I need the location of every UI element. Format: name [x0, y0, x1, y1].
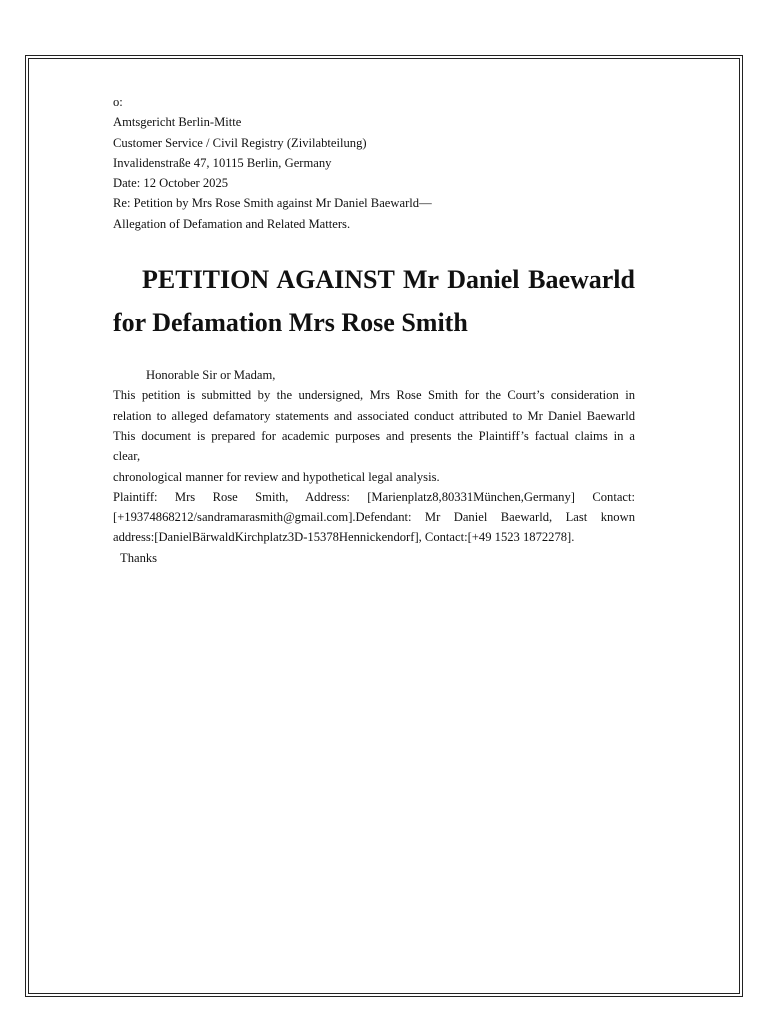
document-body: [113, 92, 635, 568]
court-address: Invalidenstraße 47, 10115 Berlin, Germany: [113, 155, 332, 170]
party-details-line: Plaintiff: Mrs Rose Smith, Address: [Marienplatz8,80331München,Germany] Contact:: [113, 489, 635, 504]
paragraph-line: chronological manner for review and hypothetical legal analysis.: [113, 469, 440, 484]
title-line-1: PETITION AGAINST Mr Daniel: [142, 265, 520, 295]
paragraph-line: This petition is submitted by the undersigned, Mrs Rose Smith for the Court’s consideration in: [113, 388, 635, 403]
party-details-line: address:[DanielBärwaldKirchplatz3D-15378Hennickendorf], Contact:[+49 1523 1872278].: [113, 530, 575, 545]
title-line-2: Baewarld for Defamation Mrs Rose Smith: [113, 265, 635, 338]
letter-body: [113, 365, 635, 568]
salutation: Honorable Sir or Madam,: [146, 368, 276, 383]
subject-line: Re: Petition by Mrs Rose Smith against Mr Daniel Baewarld—: [113, 196, 432, 211]
document-title: [113, 258, 635, 344]
subject-line-continued: Allegation of Defamation and Related Matters.: [113, 216, 351, 231]
paragraph-line: clear,: [113, 449, 141, 464]
address-block: [113, 92, 635, 234]
date-line: Date: 12 October 2025: [113, 176, 229, 191]
paragraph-line: This document is prepared for academic purposes and presents the Plaintiff’s factual claims in a: [113, 428, 635, 443]
closing: Thanks: [120, 550, 158, 565]
party-details-line: [+19374868212/sandramarasmith@gmail.com].Defendant: Mr Daniel Baewarld, Last known: [113, 510, 635, 525]
paragraph-line: relation to alleged defamatory statements and associated conduct attributed to Mr Daniel Baewarld: [113, 408, 635, 423]
court-name: Amtsgericht Berlin-Mitte: [113, 115, 242, 130]
address-line: o:: [113, 95, 123, 109]
department: Customer Service / Civil Registry (Zivilabteilung): [113, 135, 367, 150]
